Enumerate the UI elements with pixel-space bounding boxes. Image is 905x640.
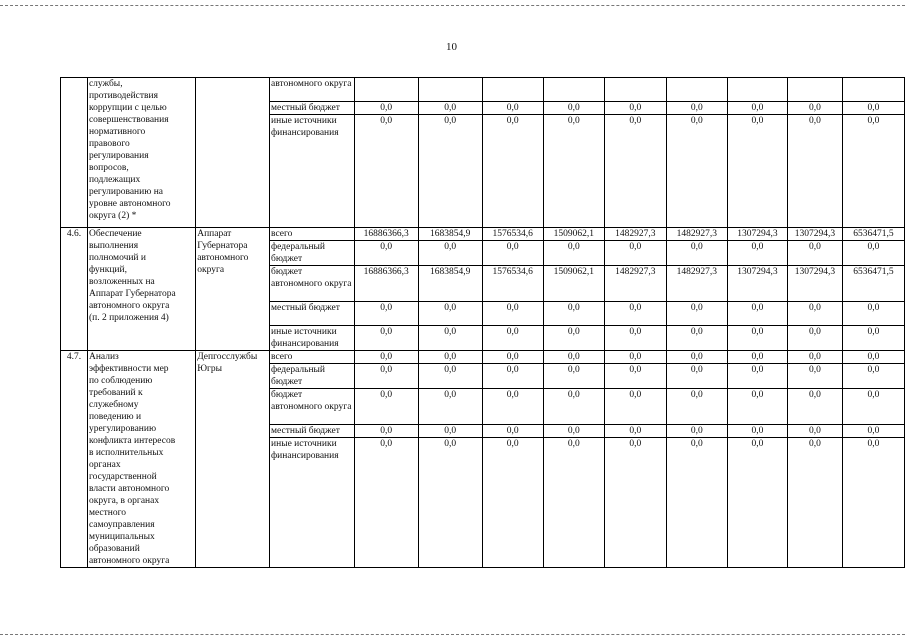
value-cell: 0,0 bbox=[666, 302, 727, 326]
text-line: вопросов, bbox=[88, 163, 129, 173]
budget-table bbox=[60, 77, 905, 568]
value-cell: 0,0 bbox=[842, 102, 904, 115]
funding-source: бюджет автономного округа bbox=[270, 389, 355, 425]
value-cell: 1576534,6 bbox=[482, 228, 543, 241]
text-line: округа (2) * bbox=[88, 211, 137, 221]
text-line: подлежащих bbox=[88, 175, 141, 185]
text-line: правового bbox=[88, 139, 130, 149]
value-cell: 0,0 bbox=[482, 102, 543, 115]
text-line: службы, bbox=[88, 79, 123, 89]
value-cell: 0,0 bbox=[418, 351, 482, 364]
value-cell: 0,0 bbox=[842, 364, 904, 389]
value-cell: 1482927,3 bbox=[666, 266, 727, 302]
value-cell: 0,0 bbox=[788, 364, 843, 389]
text-line: в исполнительных bbox=[88, 448, 164, 458]
text-line: полномочий и bbox=[88, 253, 146, 263]
value-cell: 0,0 bbox=[842, 389, 904, 425]
value-cell: 16886366,3 bbox=[354, 228, 418, 241]
value-cell: 0,0 bbox=[543, 438, 604, 568]
value-cell: 1307294,3 bbox=[727, 228, 787, 241]
value-cell: 0,0 bbox=[543, 425, 604, 438]
value-cell: 0,0 bbox=[666, 241, 727, 266]
value-cell bbox=[604, 78, 666, 102]
value-cell: 0,0 bbox=[354, 351, 418, 364]
funding-source: иные источники финансирования bbox=[270, 115, 355, 228]
value-cell bbox=[727, 78, 787, 102]
value-cell: 0,0 bbox=[666, 438, 727, 568]
value-cell: 0,0 bbox=[543, 302, 604, 326]
value-cell: 0,0 bbox=[543, 102, 604, 115]
value-cell: 1482927,3 bbox=[666, 228, 727, 241]
value-cell: 6536471,5 bbox=[842, 228, 904, 241]
value-cell: 0,0 bbox=[418, 438, 482, 568]
value-cell: 1683854,9 bbox=[418, 228, 482, 241]
text-line: требований к bbox=[88, 388, 143, 398]
text-line: выполнения bbox=[88, 241, 139, 251]
value-cell: 0,0 bbox=[842, 351, 904, 364]
value-cell: 0,0 bbox=[418, 102, 482, 115]
text-line: округа, в органах bbox=[88, 496, 160, 506]
value-cell: 0,0 bbox=[788, 351, 843, 364]
value-cell: 0,0 bbox=[418, 389, 482, 425]
value-cell: 0,0 bbox=[788, 326, 843, 351]
value-cell bbox=[666, 78, 727, 102]
value-cell: 0,0 bbox=[727, 102, 787, 115]
value-cell: 0,0 bbox=[418, 241, 482, 266]
funding-source: иные источники финансирования bbox=[270, 438, 355, 568]
text-line: автономного bbox=[197, 253, 249, 263]
value-cell: 0,0 bbox=[727, 389, 787, 425]
value-cell: 0,0 bbox=[354, 389, 418, 425]
value-cell: 0,0 bbox=[418, 326, 482, 351]
value-cell bbox=[482, 78, 543, 102]
text-line: Депгосслужбы bbox=[197, 352, 258, 362]
scan-top-edge bbox=[0, 5, 905, 6]
text-line: автономного округа bbox=[88, 556, 170, 566]
value-cell: 0,0 bbox=[788, 425, 843, 438]
text-line: совершенствования bbox=[88, 115, 169, 125]
value-cell: 1307294,3 bbox=[727, 266, 787, 302]
funding-source: всего bbox=[270, 228, 355, 241]
text-line: государственной bbox=[88, 472, 157, 482]
value-cell: 0,0 bbox=[604, 102, 666, 115]
scan-bottom-edge bbox=[0, 634, 905, 635]
text-line: автономного округа bbox=[88, 301, 170, 311]
text-line: округа bbox=[197, 265, 225, 275]
value-cell: 0,0 bbox=[727, 115, 787, 228]
value-cell: 0,0 bbox=[727, 241, 787, 266]
text-line: органах bbox=[88, 460, 121, 470]
value-cell bbox=[842, 78, 904, 102]
value-cell: 0,0 bbox=[482, 364, 543, 389]
value-cell: 0,0 bbox=[666, 102, 727, 115]
text-line: нормативного bbox=[88, 127, 146, 137]
value-cell: 0,0 bbox=[418, 115, 482, 228]
value-cell: 0,0 bbox=[788, 302, 843, 326]
value-cell: 0,0 bbox=[418, 425, 482, 438]
value-cell: 0,0 bbox=[418, 364, 482, 389]
value-cell bbox=[354, 78, 418, 102]
text-line: Обеспечение bbox=[88, 229, 142, 239]
text-line: служебному bbox=[88, 400, 139, 410]
value-cell: 0,0 bbox=[543, 241, 604, 266]
text-line: Анализ bbox=[88, 352, 119, 362]
funding-source: автономного округа bbox=[270, 78, 355, 102]
text-line: урегулированию bbox=[88, 424, 157, 434]
measure-name bbox=[87, 78, 195, 228]
text-line: возложенных на bbox=[88, 277, 155, 287]
funding-source: федеральный бюджет bbox=[270, 364, 355, 389]
value-cell: 0,0 bbox=[666, 425, 727, 438]
value-cell: 0,0 bbox=[842, 326, 904, 351]
text-line: поведению и bbox=[88, 412, 142, 422]
value-cell: 0,0 bbox=[354, 425, 418, 438]
text-line: местного bbox=[88, 508, 127, 518]
value-cell: 0,0 bbox=[604, 351, 666, 364]
value-cell: 0,0 bbox=[604, 241, 666, 266]
value-cell: 0,0 bbox=[482, 425, 543, 438]
value-cell: 0,0 bbox=[482, 115, 543, 228]
value-cell: 16886366,3 bbox=[354, 266, 418, 302]
value-cell: 0,0 bbox=[354, 438, 418, 568]
value-cell: 0,0 bbox=[604, 302, 666, 326]
value-cell bbox=[788, 78, 843, 102]
value-cell: 0,0 bbox=[788, 115, 843, 228]
executor bbox=[196, 228, 270, 351]
value-cell: 0,0 bbox=[842, 438, 904, 568]
value-cell: 6536471,5 bbox=[842, 266, 904, 302]
value-cell: 0,0 bbox=[543, 326, 604, 351]
value-cell: 0,0 bbox=[727, 438, 787, 568]
funding-source: всего bbox=[270, 351, 355, 364]
value-cell: 1482927,3 bbox=[604, 228, 666, 241]
text-line: власти автономного bbox=[88, 484, 170, 494]
row-index: 4.7. bbox=[61, 351, 88, 568]
row-index bbox=[61, 78, 88, 228]
value-cell: 0,0 bbox=[604, 438, 666, 568]
measure-name bbox=[87, 228, 195, 351]
text-line: Аппарат Губернатора bbox=[88, 289, 176, 299]
funding-source: местный бюджет bbox=[270, 102, 355, 115]
value-cell: 0,0 bbox=[543, 389, 604, 425]
value-cell: 0,0 bbox=[842, 115, 904, 228]
text-line: эффективности мер bbox=[88, 364, 169, 374]
value-cell: 0,0 bbox=[604, 389, 666, 425]
text-line: функций, bbox=[88, 265, 127, 275]
funding-source: иные источники финансирования bbox=[270, 326, 355, 351]
value-cell: 0,0 bbox=[482, 241, 543, 266]
value-cell: 0,0 bbox=[354, 241, 418, 266]
text-line: Губернатора bbox=[197, 241, 248, 251]
value-cell: 0,0 bbox=[354, 302, 418, 326]
value-cell: 0,0 bbox=[418, 302, 482, 326]
value-cell: 1482927,3 bbox=[604, 266, 666, 302]
text-line: по соблюдению bbox=[88, 376, 153, 386]
funding-source: местный бюджет bbox=[270, 425, 355, 438]
value-cell: 0,0 bbox=[666, 115, 727, 228]
value-cell: 0,0 bbox=[482, 351, 543, 364]
value-cell: 1509062,1 bbox=[543, 228, 604, 241]
value-cell: 0,0 bbox=[727, 425, 787, 438]
value-cell: 0,0 bbox=[604, 364, 666, 389]
value-cell: 1307294,3 bbox=[788, 266, 843, 302]
value-cell: 0,0 bbox=[354, 364, 418, 389]
value-cell: 0,0 bbox=[666, 364, 727, 389]
value-cell: 0,0 bbox=[604, 425, 666, 438]
value-cell: 0,0 bbox=[842, 302, 904, 326]
value-cell: 0,0 bbox=[482, 389, 543, 425]
value-cell: 0,0 bbox=[543, 364, 604, 389]
text-line: регулированию на bbox=[88, 187, 163, 197]
value-cell: 0,0 bbox=[842, 241, 904, 266]
value-cell: 0,0 bbox=[727, 302, 787, 326]
value-cell: 0,0 bbox=[604, 326, 666, 351]
value-cell: 0,0 bbox=[543, 351, 604, 364]
text-line: самоуправления bbox=[88, 520, 155, 530]
value-cell: 0,0 bbox=[604, 115, 666, 228]
value-cell: 0,0 bbox=[788, 389, 843, 425]
value-cell: 1509062,1 bbox=[543, 266, 604, 302]
value-cell: 0,0 bbox=[482, 302, 543, 326]
text-line: (п. 2 приложения 4) bbox=[88, 313, 169, 323]
value-cell: 0,0 bbox=[543, 115, 604, 228]
text-line: образований bbox=[88, 544, 140, 554]
value-cell: 0,0 bbox=[482, 438, 543, 568]
value-cell: 0,0 bbox=[354, 115, 418, 228]
text-line: Аппарат bbox=[197, 229, 232, 239]
value-cell: 0,0 bbox=[354, 102, 418, 115]
funding-source: местный бюджет bbox=[270, 302, 355, 326]
executor bbox=[196, 351, 270, 568]
value-cell: 0,0 bbox=[666, 326, 727, 351]
value-cell: 0,0 bbox=[842, 425, 904, 438]
value-cell: 0,0 bbox=[354, 326, 418, 351]
value-cell: 0,0 bbox=[727, 364, 787, 389]
value-cell: 1683854,9 bbox=[418, 266, 482, 302]
value-cell bbox=[418, 78, 482, 102]
value-cell: 0,0 bbox=[666, 351, 727, 364]
text-line: муниципальных bbox=[88, 532, 155, 542]
value-cell: 0,0 bbox=[666, 389, 727, 425]
value-cell: 0,0 bbox=[788, 102, 843, 115]
page-number: 10 bbox=[446, 41, 457, 53]
value-cell: 0,0 bbox=[788, 241, 843, 266]
text-line: противодействия bbox=[88, 91, 158, 101]
value-cell: 1576534,6 bbox=[482, 266, 543, 302]
text-line: коррупции с целью bbox=[88, 103, 167, 113]
text-line: регулирования bbox=[88, 151, 149, 161]
text-line: уровне автономного bbox=[88, 199, 171, 209]
value-cell bbox=[543, 78, 604, 102]
value-cell: 0,0 bbox=[727, 326, 787, 351]
executor bbox=[196, 78, 270, 228]
row-index: 4.6. bbox=[61, 228, 88, 351]
text-line: конфликта интересов bbox=[88, 436, 176, 446]
value-cell: 0,0 bbox=[788, 438, 843, 568]
funding-source: бюджет автономного округа bbox=[270, 266, 355, 302]
value-cell: 1307294,3 bbox=[788, 228, 843, 241]
measure-name bbox=[87, 351, 195, 568]
funding-source: федеральный бюджет bbox=[270, 241, 355, 266]
value-cell: 0,0 bbox=[482, 326, 543, 351]
text-line: Югры bbox=[197, 364, 222, 374]
value-cell: 0,0 bbox=[727, 351, 787, 364]
